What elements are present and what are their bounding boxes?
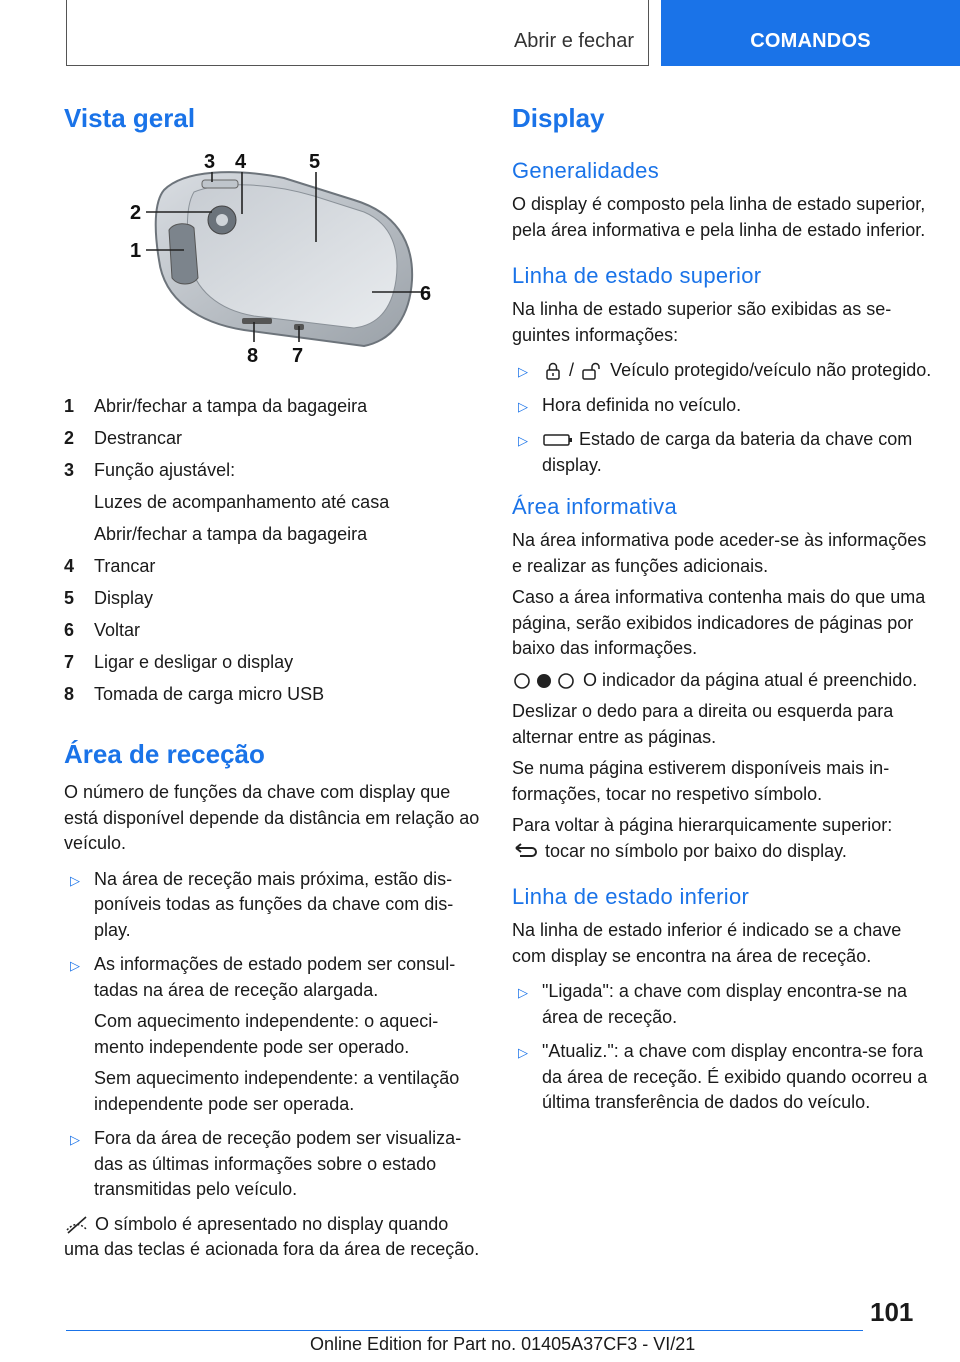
bullet-triangle-icon: ▷ <box>518 985 528 1000</box>
figure-label-5: 5 <box>309 151 321 173</box>
reception-bullet-list <box>64 867 482 1203</box>
lower-status-list <box>512 979 932 1116</box>
legend-item: 3 Função ajustável: <box>64 460 236 480</box>
footer-divider <box>66 1330 863 1331</box>
bullet-triangle-icon: ▷ <box>518 398 528 414</box>
reception-heading: Área de receção <box>64 739 265 769</box>
figure-label-7: 7 <box>292 345 304 367</box>
display-heading: Display <box>512 103 605 133</box>
list-item: ▷ Estado de carga da bateria da chave com display. <box>518 429 913 475</box>
upper-status-heading: Linha de estado superior <box>512 263 762 288</box>
info-area-heading: Área informativa <box>512 494 677 519</box>
upper-status-intro: Na linha de estado superior são exibidas as seguintes informações: <box>512 299 892 345</box>
header-tab-comandos[interactable] <box>661 0 960 66</box>
info-text-1: Na área informativa pode aceder-se às informações e realizar as funções adicionais. <box>512 530 927 576</box>
bullet-triangle-icon: ▷ <box>70 1132 80 1147</box>
overview-heading: Vista geral <box>64 103 196 133</box>
info-text-2: Caso a área informativa contenha mais do que uma página, serão exibidos indicadores de páginas por baixo das informações. <box>512 587 926 658</box>
legend-item: 8 Tomada de carga micro USB <box>64 684 325 704</box>
legend-item-continued: Abrir/fechar a tampa da bagageira <box>94 524 368 544</box>
battery-icon <box>542 432 574 448</box>
list-item: ▷ / Veículo protegido/veículo não protegido. <box>512 358 932 384</box>
legend-list <box>64 390 482 710</box>
upper-status-list <box>512 358 932 478</box>
bullet-triangle-icon: ▷ <box>518 1045 528 1060</box>
figure-label-6: 6 <box>420 283 432 305</box>
list-item: ▷ Na área de receção mais próxima, estão disponíveis todas as funções da chave com display. <box>70 868 454 940</box>
list-item: ▷ "Atualiz.": a chave com display encontra-se fora da área de receção. É exibido quando ocorreu a última transferência de dados do veículo. <box>518 1041 928 1112</box>
list-item: ▷ "Ligada": a chave com display encontra-se na área de receção. <box>518 981 907 1027</box>
bullet-triangle-icon: ▷ <box>518 433 528 448</box>
general-heading: Generalidades <box>512 158 659 183</box>
figure-label-2: 2 <box>130 202 142 224</box>
page-indicator-icon <box>512 671 578 691</box>
back-arrow-icon <box>512 843 540 861</box>
legend-item: 6 Voltar <box>64 620 141 640</box>
figure-label-3: 3 <box>204 151 216 173</box>
bullet-triangle-icon: ▷ <box>518 364 528 379</box>
bullet-triangle-icon: ▷ <box>70 872 80 888</box>
figure-label-1: 1 <box>130 240 142 262</box>
list-item: ▷ Hora definida no veículo. <box>512 393 932 419</box>
no-signal-icon <box>64 1215 90 1235</box>
legend-item: 1 Abrir/fechar a tampa da bagageira <box>64 396 368 416</box>
lock-separator: / <box>569 360 575 380</box>
info-text-6: Para voltar à página hierarquicamente superior: tocar no símbolo por baixo do display. <box>512 815 893 861</box>
bullet-extra-heating: Com aquecimento independente: o aquecimento independente pode ser operado. <box>94 1011 439 1057</box>
info-text-3: O indicador da página atual é preenchido. <box>512 668 932 694</box>
key-overview-figure <box>94 150 434 376</box>
figure-label-4: 4 <box>235 151 247 173</box>
list-item: ▷ As informações de estado podem ser consultadas na área de receção alargada. Com aquecimento independente: o aquecimento independente pode ser operado. Sem aquecimento independente: a ventilação independente pode ser operada. <box>64 952 482 1117</box>
general-text: O display é composto pela linha de estado superior, pela área informativa e pela linha de estado inferior. <box>512 194 926 240</box>
out-of-range-note: O símbolo é apresentado no display quando uma das teclas é acionada fora da área de receção. <box>64 1213 480 1259</box>
legend-item: 7 Ligar e desligar o display <box>64 652 294 672</box>
legend-item: 4 Trancar <box>64 556 156 576</box>
info-text-4: Deslizar o dedo para a direita ou esquerda para alternar entre as páginas. <box>512 701 894 747</box>
lower-status-heading: Linha de estado inferior <box>512 884 750 909</box>
info-text-5: Se numa página estiverem disponíveis mais informações, tocar no respetivo símbolo. <box>512 758 890 804</box>
lock-closed-icon <box>542 361 564 381</box>
display-key-illustration <box>94 150 434 376</box>
figure-label-8: 8 <box>247 345 259 367</box>
legend-item-continued: Luzes de acompanhamento até casa <box>94 492 390 512</box>
right-column <box>512 100 932 1125</box>
header-section-title: Abrir e fechar <box>513 30 634 52</box>
bullet-extra-ventilation: Sem aquecimento independente: a ventilação independente pode ser operada. <box>94 1068 460 1114</box>
list-item: ▷ Fora da área de receção podem ser visualizadas as últimas informações sobre o estado transmitidas pelo veículo. <box>70 1128 462 1199</box>
legend-item: 2 Destrancar <box>64 428 183 448</box>
left-column <box>64 100 482 1263</box>
footer-edition: Online Edition for Part no. 01405A37CF3 - VI/21 <box>310 1334 696 1354</box>
header-section-box <box>66 0 649 66</box>
legend-item: 5 Display <box>64 588 154 608</box>
bullet-triangle-icon: ▷ <box>70 958 80 973</box>
header-tab-label: COMANDOS <box>750 30 871 52</box>
lock-open-icon <box>579 361 605 381</box>
reception-intro: O número de funções da chave com display que está disponível depende da distância em relação ao veículo. <box>64 782 480 853</box>
lower-status-intro: Na linha de estado inferior é indicado se a chave com display se encontra na área de receção. <box>512 920 902 966</box>
page-number: 101 <box>870 1297 914 1327</box>
